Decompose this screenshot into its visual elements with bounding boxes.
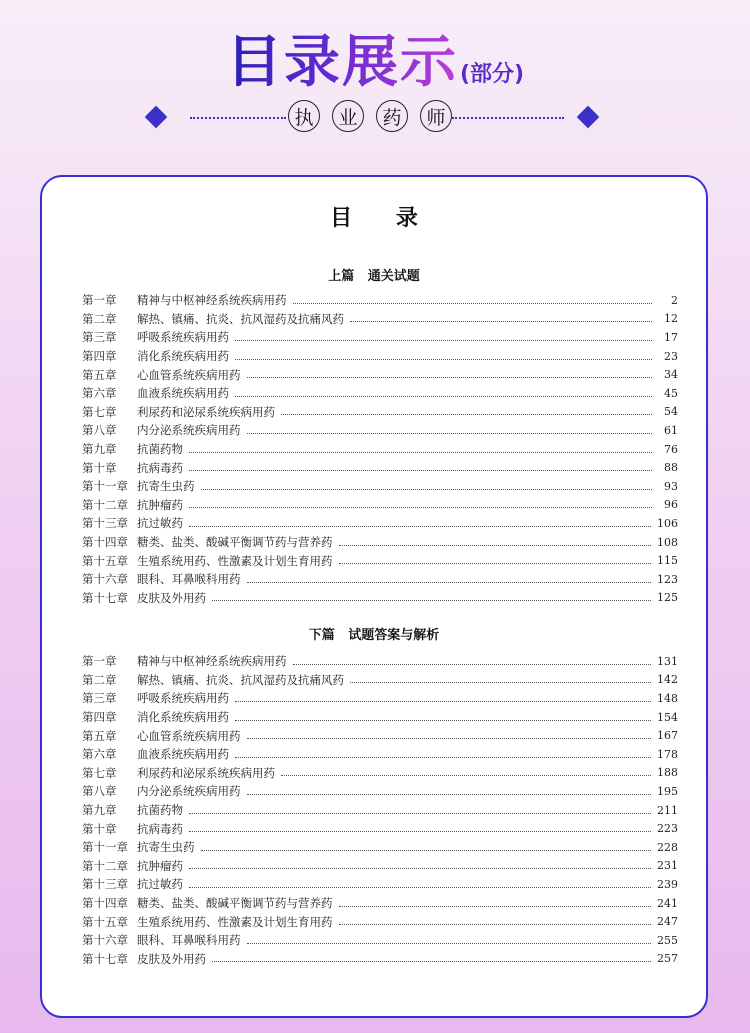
page-number: 255 xyxy=(657,933,678,947)
dot-leader xyxy=(201,489,653,490)
toc-entry xyxy=(82,570,678,589)
chapter-title: 抗病毒药 xyxy=(137,460,183,475)
chapter-number: 第四章 xyxy=(82,710,117,725)
toc-entry xyxy=(82,514,678,533)
page-number: 88 xyxy=(664,461,678,475)
page-number: 131 xyxy=(657,654,678,668)
toc-entry xyxy=(82,328,678,347)
part2-heading: 下篇 试题答案与解析 xyxy=(308,628,440,643)
page-number: 123 xyxy=(657,572,678,586)
page-number: 45 xyxy=(664,386,678,400)
chapter-number: 第七章 xyxy=(82,765,117,780)
dot-leader xyxy=(189,507,652,508)
toc-entry xyxy=(82,291,678,310)
page-number: 106 xyxy=(657,516,678,530)
chapter-number: 第十四章 xyxy=(82,896,128,911)
page-number: 195 xyxy=(657,784,678,798)
part1-entries xyxy=(82,291,678,607)
chapter-title: 生殖系统用药、性激素及计划生育用药 xyxy=(137,914,333,929)
toc-entry xyxy=(82,421,678,440)
chapter-title: 抗病毒药 xyxy=(137,821,183,836)
dot-leader xyxy=(235,720,651,721)
toc-entry xyxy=(82,384,678,403)
page-number: 125 xyxy=(657,591,678,605)
page-number: 257 xyxy=(657,952,678,966)
chapter-number: 第六章 xyxy=(82,747,117,762)
chapter-title: 消化系统疾病用药 xyxy=(137,710,229,725)
chapter-title: 利尿药和泌尿系统疾病用药 xyxy=(137,765,275,780)
page-number: 115 xyxy=(657,554,678,568)
page-number: 247 xyxy=(657,915,678,929)
subtitle-char: 师 xyxy=(420,100,452,132)
chapter-title: 抗肿瘤药 xyxy=(137,858,183,873)
chapter-number: 第四章 xyxy=(82,349,117,364)
chapter-title: 抗过敏药 xyxy=(137,516,183,531)
chapter-title: 血液系统疾病用药 xyxy=(137,747,229,762)
page-number: 211 xyxy=(657,803,678,817)
page-number: 108 xyxy=(657,535,678,549)
dot-leader xyxy=(235,757,651,758)
chapter-title: 生殖系统用药、性激素及计划生育用药 xyxy=(137,553,333,568)
toc-entry xyxy=(82,745,678,764)
dot-leader xyxy=(212,600,651,601)
page-number: 154 xyxy=(657,710,678,724)
chapter-number: 第一章 xyxy=(82,293,117,308)
chapter-number: 第十一章 xyxy=(82,479,128,494)
dot-leader xyxy=(189,470,652,471)
headline-title: 目录展示 xyxy=(225,30,458,95)
chapter-title: 解热、镇痛、抗炎、抗风湿药及抗痛风药 xyxy=(137,672,344,687)
toc-entry xyxy=(82,533,678,552)
subtitle-char: 业 xyxy=(332,100,364,132)
dot-leader xyxy=(189,813,651,814)
page-number: 76 xyxy=(664,442,678,456)
toc-entry xyxy=(82,347,678,366)
chapter-title: 血液系统疾病用药 xyxy=(137,386,229,401)
toc-entry xyxy=(82,671,678,690)
chapter-title: 消化系统疾病用药 xyxy=(137,349,229,364)
toc-entry xyxy=(82,458,678,477)
chapter-title: 精神与中枢神经系统疾病用药 xyxy=(137,654,287,669)
page-number: 23 xyxy=(664,349,678,363)
dot-leader xyxy=(281,775,651,776)
toc-entry xyxy=(82,782,678,801)
part1-heading: 上篇 通关试题 xyxy=(328,269,420,284)
page-number: 167 xyxy=(657,729,678,743)
toc-entry xyxy=(82,440,678,459)
chapter-number: 第十六章 xyxy=(82,933,128,948)
toc-entry xyxy=(82,726,678,745)
dot-leader xyxy=(189,831,651,832)
toc-entry xyxy=(82,764,678,783)
page-number: 239 xyxy=(657,877,678,891)
chapter-title: 糖类、盐类、酸碱平衡调节药与营养药 xyxy=(137,535,333,550)
part2-entries xyxy=(82,652,678,968)
dot-leader xyxy=(201,850,652,851)
dot-leader xyxy=(350,321,652,322)
page-number: 241 xyxy=(657,896,678,910)
chapter-number: 第八章 xyxy=(82,784,117,799)
toc-entry xyxy=(82,857,678,876)
chapter-title: 解热、镇痛、抗炎、抗风湿药及抗痛风药 xyxy=(137,311,344,326)
page-number: 93 xyxy=(664,479,678,493)
chapter-title: 眼科、耳鼻喉科用药 xyxy=(137,933,241,948)
page-number: 142 xyxy=(657,673,678,687)
dot-leader xyxy=(235,701,651,702)
chapter-number: 第九章 xyxy=(82,803,117,818)
page-number: 178 xyxy=(657,747,678,761)
chapter-title: 心血管系统疾病用药 xyxy=(137,367,241,382)
chapter-number: 第十章 xyxy=(82,460,117,475)
chapter-number: 第二章 xyxy=(82,311,117,326)
dot-leader xyxy=(339,563,652,564)
dot-leader xyxy=(189,887,651,888)
toc-entry xyxy=(82,551,678,570)
chapter-number: 第二章 xyxy=(82,672,117,687)
toc-entry xyxy=(82,801,678,820)
chapter-number: 第六章 xyxy=(82,386,117,401)
toc-entry xyxy=(82,477,678,496)
chapter-title: 内分泌系统疾病用药 xyxy=(137,784,241,799)
dot-leader xyxy=(339,545,652,546)
toc-entry xyxy=(82,875,678,894)
dot-leader xyxy=(189,452,652,453)
chapter-title: 糖类、盐类、酸碱平衡调节药与营养药 xyxy=(137,896,333,911)
toc-entry xyxy=(82,689,678,708)
chapter-title: 呼吸系统疾病用药 xyxy=(137,330,229,345)
chapter-number: 第八章 xyxy=(82,423,117,438)
dot-leader xyxy=(212,961,651,962)
toc-title: 目 录 xyxy=(330,205,436,231)
page-number: 61 xyxy=(664,423,678,437)
dotted-divider-right xyxy=(452,117,564,119)
dot-leader xyxy=(247,582,652,583)
page-number: 188 xyxy=(657,766,678,780)
dot-leader xyxy=(247,794,652,795)
chapter-number: 第十七章 xyxy=(82,590,128,605)
dot-leader xyxy=(189,868,651,869)
toc-entry xyxy=(82,819,678,838)
dot-leader xyxy=(293,303,653,304)
toc-card xyxy=(40,175,708,1018)
dot-leader xyxy=(293,664,652,665)
chapter-number: 第三章 xyxy=(82,691,117,706)
toc-entry xyxy=(82,894,678,913)
page-number: 148 xyxy=(657,691,678,705)
dot-leader xyxy=(350,682,651,683)
chapter-title: 抗菌药物 xyxy=(137,803,183,818)
chapter-number: 第十三章 xyxy=(82,516,128,531)
dot-leader xyxy=(281,414,652,415)
page-number: 231 xyxy=(657,859,678,873)
toc-entry xyxy=(82,403,678,422)
dot-leader xyxy=(247,433,653,434)
chapter-title: 抗寄生虫药 xyxy=(137,840,195,855)
chapter-number: 第一章 xyxy=(82,654,117,669)
chapter-number: 第三章 xyxy=(82,330,117,345)
dot-leader xyxy=(339,906,652,907)
dot-leader xyxy=(247,377,653,378)
page-number: 96 xyxy=(664,498,678,512)
page-number: 228 xyxy=(657,840,678,854)
chapter-number: 第十五章 xyxy=(82,553,128,568)
subtitle-row xyxy=(0,96,750,140)
dot-leader xyxy=(235,396,652,397)
toc-entry xyxy=(82,950,678,969)
chapter-number: 第五章 xyxy=(82,728,117,743)
chapter-title: 抗菌药物 xyxy=(137,442,183,457)
chapter-title: 抗寄生虫药 xyxy=(137,479,195,494)
chapter-title: 抗过敏药 xyxy=(137,877,183,892)
page-number: 223 xyxy=(657,822,678,836)
subtitle-char: 执 xyxy=(288,100,320,132)
chapter-number: 第十三章 xyxy=(82,877,128,892)
diamond-right-icon xyxy=(577,106,600,129)
chapter-title: 眼科、耳鼻喉科用药 xyxy=(137,572,241,587)
chapter-number: 第十七章 xyxy=(82,951,128,966)
dot-leader xyxy=(247,738,652,739)
chapter-title: 精神与中枢神经系统疾病用药 xyxy=(137,293,287,308)
dotted-divider-left xyxy=(190,117,286,119)
chapter-title: 呼吸系统疾病用药 xyxy=(137,691,229,706)
diamond-left-icon xyxy=(145,106,168,129)
toc-entry xyxy=(82,838,678,857)
page-number: 54 xyxy=(664,405,678,419)
chapter-number: 第九章 xyxy=(82,442,117,457)
chapter-number: 第七章 xyxy=(82,404,117,419)
chapter-title: 皮肤及外用药 xyxy=(137,951,206,966)
chapter-title: 皮肤及外用药 xyxy=(137,590,206,605)
toc-entry xyxy=(82,496,678,515)
page-number: 2 xyxy=(671,293,678,307)
dot-leader xyxy=(235,359,652,360)
dot-leader xyxy=(247,943,652,944)
dot-leader xyxy=(235,340,652,341)
toc-entry xyxy=(82,652,678,671)
chapter-number: 第十四章 xyxy=(82,535,128,550)
toc-entry xyxy=(82,708,678,727)
toc-entry xyxy=(82,912,678,931)
chapter-title: 抗肿瘤药 xyxy=(137,497,183,512)
subtitle-char: 药 xyxy=(376,100,408,132)
chapter-number: 第十二章 xyxy=(82,497,128,512)
toc-entry xyxy=(82,589,678,608)
subtitle-circles xyxy=(288,100,452,136)
toc-entry xyxy=(82,931,678,950)
headline xyxy=(0,18,750,98)
page-number: 12 xyxy=(664,312,678,326)
chapter-number: 第十六章 xyxy=(82,572,128,587)
chapter-number: 第十五章 xyxy=(82,914,128,929)
toc-entry xyxy=(82,365,678,384)
dot-leader xyxy=(339,924,652,925)
chapter-title: 利尿药和泌尿系统疾病用药 xyxy=(137,404,275,419)
page-number: 17 xyxy=(664,330,678,344)
chapter-number: 第五章 xyxy=(82,367,117,382)
chapter-title: 心血管系统疾病用药 xyxy=(137,728,241,743)
chapter-number: 第十一章 xyxy=(82,840,128,855)
dot-leader xyxy=(189,526,651,527)
chapter-title: 内分泌系统疾病用药 xyxy=(137,423,241,438)
page-number: 34 xyxy=(664,368,678,382)
toc-entry xyxy=(82,310,678,329)
chapter-number: 第十二章 xyxy=(82,858,128,873)
chapter-number: 第十章 xyxy=(82,821,117,836)
headline-subtitle: (部分) xyxy=(459,62,525,87)
